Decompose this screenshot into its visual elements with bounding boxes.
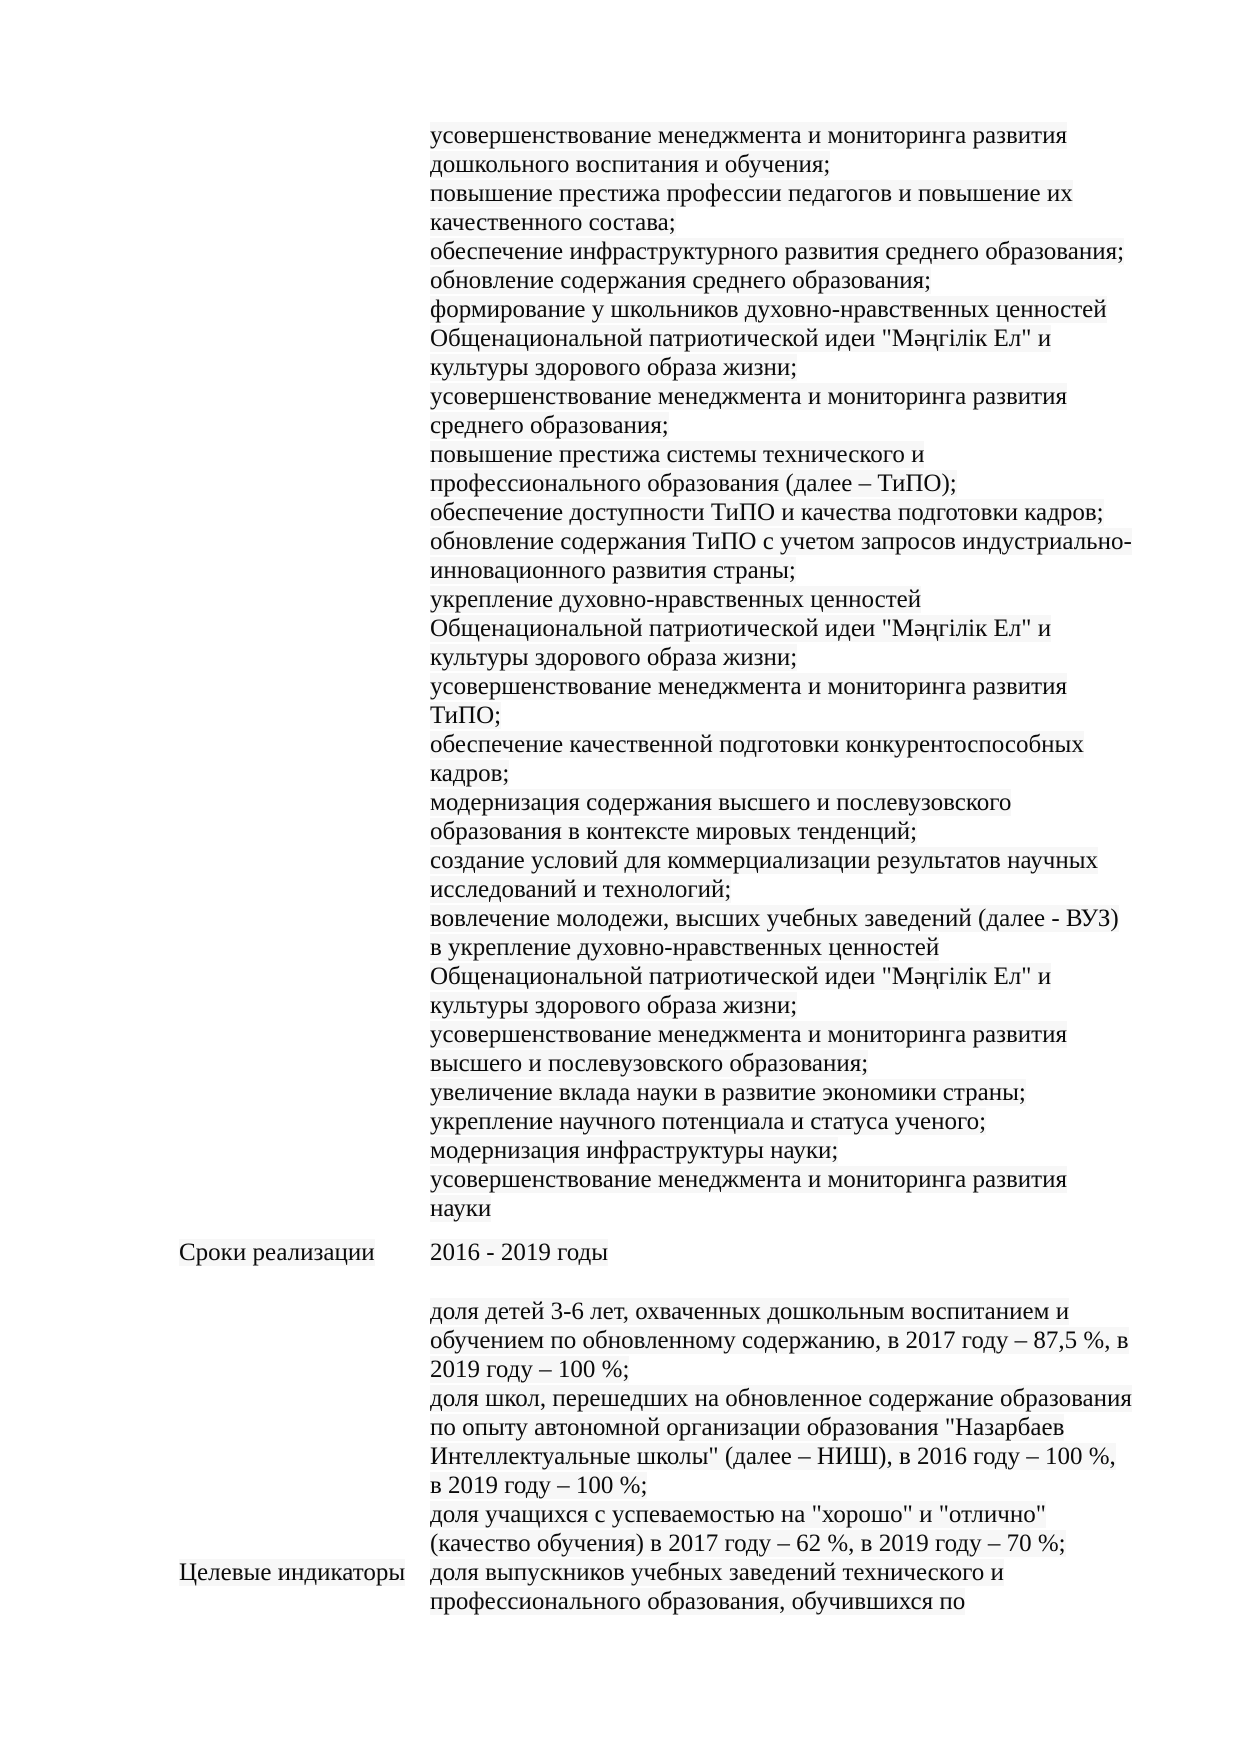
- text-line: среднего образования;: [430, 412, 669, 439]
- text-line: увеличение вклада науки в развитие экономики страны;: [430, 1079, 1026, 1106]
- text-line: 2019 году – 100 %;: [430, 1356, 630, 1383]
- text-line: создание условий для коммерциализации результатов научных: [430, 847, 1099, 874]
- text-line: культуры здорового образа жизни;: [430, 354, 798, 381]
- text-line: профессионального образования, обучившихся по: [430, 1588, 966, 1615]
- text-line: модернизация содержания высшего и послевузовского: [430, 789, 1012, 816]
- text-line: науки: [430, 1195, 492, 1222]
- text-line: (качество обучения) в 2017 году – 62 %, в 2019 году – 70 %;: [430, 1530, 1066, 1557]
- text-line: обновление содержания ТиПО с учетом запросов индустриально-: [430, 528, 1132, 555]
- text-line: ТиПО;: [430, 702, 502, 729]
- row-label-target-indicators: [179, 1558, 424, 1587]
- text-line: укрепление духовно-нравственных ценностей: [430, 586, 922, 613]
- text-line: дошкольного воспитания и обучения;: [430, 151, 831, 178]
- text-line: Интеллектуальные школы" (далее – НИШ), в 2016 году – 100 %,: [430, 1443, 1116, 1470]
- text-line: в укрепление духовно-нравственных ценностей: [430, 934, 940, 961]
- text-line: усовершенствование менеджмента и мониторинга развития: [430, 1021, 1067, 1048]
- text-line: высшего и послевузовского образования;: [430, 1050, 869, 1077]
- text-line: укрепление научного потенциала и статуса ученого;: [430, 1108, 987, 1135]
- text-line: усовершенствование менеджмента и мониторинга развития: [430, 1166, 1067, 1193]
- terms-text-block: [430, 1238, 1170, 1267]
- text-line: усовершенствование менеджмента и мониторинга развития: [430, 383, 1067, 410]
- text-line: повышение престижа системы технического и: [430, 441, 925, 468]
- text-line: культуры здорового образа жизни;: [430, 992, 798, 1019]
- text-line: обновление содержания среднего образования;: [430, 267, 932, 294]
- text-line: обеспечение качественной подготовки конкурентоспособных: [430, 731, 1084, 758]
- text-line: вовлечение молодежи, высших учебных заведений (далее - ВУЗ): [430, 905, 1119, 932]
- text-line: Общенациональной патриотической идеи "Мәңгілік Ел" и: [430, 615, 1052, 642]
- text-line: повышение престижа профессии педагогов и повышение их: [430, 180, 1073, 207]
- text-line: формирование у школьников духовно-нравственных ценностей: [430, 296, 1107, 323]
- row-label-terms: [179, 1238, 424, 1267]
- text-line: доля школ, перешедших на обновленное содержание образования: [430, 1385, 1132, 1412]
- text-line: культуры здорового образа жизни;: [430, 644, 798, 671]
- text-line: в 2019 году – 100 %;: [430, 1472, 648, 1499]
- tasks-text-block: [430, 121, 1170, 1223]
- text-line: доля учащихся с успеваемостью на "хорошо" и "отлично": [430, 1501, 1046, 1528]
- row-label-target-indicators-text: Целевые индикаторы: [179, 1559, 406, 1586]
- text-line: доля детей 3-6 лет, охваченных дошкольным воспитанием и: [430, 1298, 1070, 1325]
- text-line: обеспечение доступности ТиПО и качества подготовки кадров;: [430, 499, 1104, 526]
- text-line: инновационного развития страны;: [430, 557, 796, 584]
- text-line: модернизация инфраструктуры науки;: [430, 1137, 839, 1164]
- text-line: Общенациональной патриотической идеи "Мәңгілік Ел" и: [430, 325, 1052, 352]
- row-label-terms-text: Сроки реализации: [179, 1239, 375, 1266]
- text-line: исследований и технологий;: [430, 876, 732, 903]
- text-line: доля выпускников учебных заведений технического и: [430, 1559, 1004, 1586]
- target-indicators-text-block: [430, 1297, 1170, 1616]
- text-line: кадров;: [430, 760, 510, 787]
- text-line: Общенациональной патриотической идеи "Мәңгілік Ел" и: [430, 963, 1052, 990]
- text-line: по опыту автономной организации образования "Назарбаев: [430, 1414, 1065, 1441]
- text-line: образования в контексте мировых тенденций;: [430, 818, 918, 845]
- text-line: обучением по обновленному содержанию, в 2017 году – 87,5 %, в: [430, 1327, 1129, 1354]
- text-line: 2016 - 2019 годы: [430, 1239, 609, 1266]
- text-line: усовершенствование менеджмента и мониторинга развития: [430, 673, 1067, 700]
- text-line: качественного состава;: [430, 209, 676, 236]
- text-line: усовершенствование менеджмента и мониторинга развития: [430, 122, 1067, 149]
- text-line: профессионального образования (далее – ТиПО);: [430, 470, 957, 497]
- text-line: обеспечение инфраструктурного развития среднего образования;: [430, 238, 1125, 265]
